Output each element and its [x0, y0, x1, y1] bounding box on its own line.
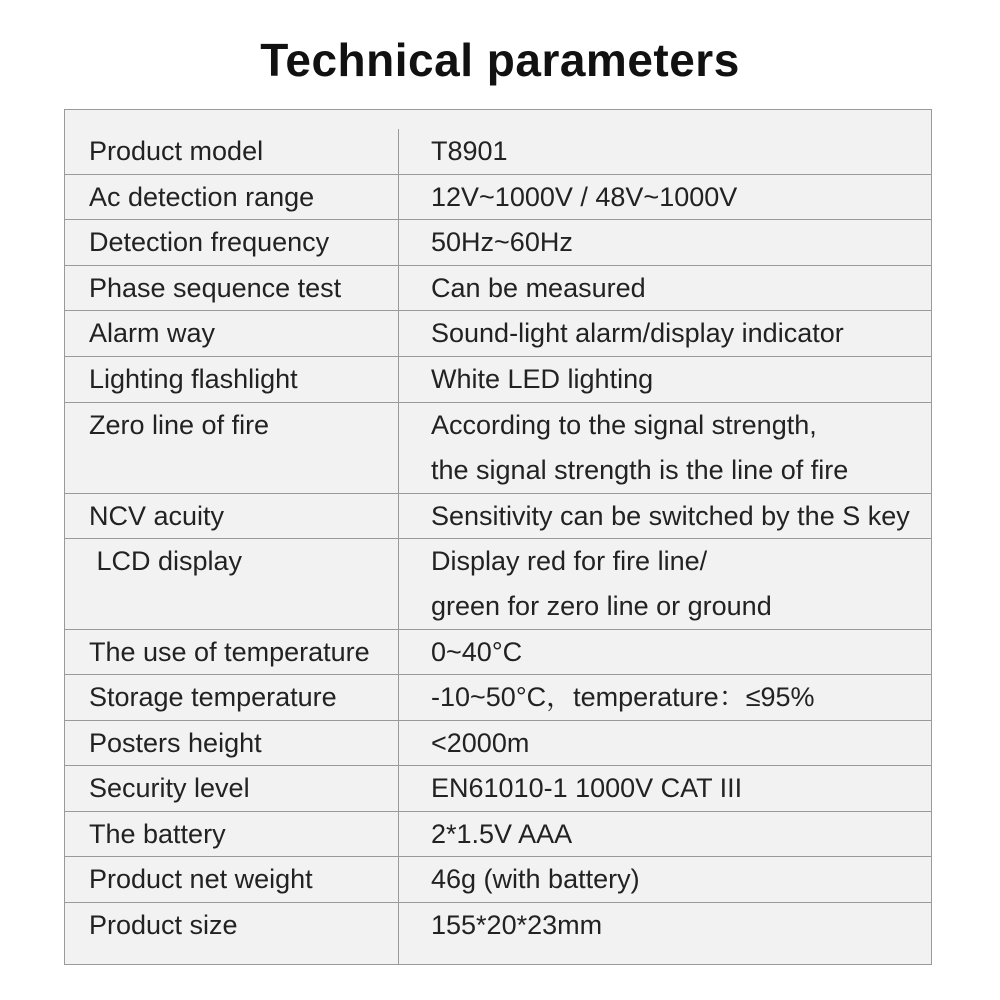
table-row: [65, 220, 931, 266]
row-label: Product model: [65, 129, 399, 174]
table-row: [65, 857, 931, 903]
row-value: [399, 766, 931, 811]
table-row: [65, 675, 931, 721]
row-label: Detection frequency: [65, 220, 399, 265]
row-value: [399, 857, 931, 902]
value-line: Sensitivity can be switched by the S key: [431, 501, 910, 531]
row-value: [399, 812, 931, 856]
row-label: Phase sequence test: [65, 266, 399, 310]
row-label: The battery: [65, 812, 399, 856]
table-row: [65, 175, 931, 220]
spec-table: [64, 109, 932, 965]
row-label: Product size: [65, 903, 399, 964]
row-value: [399, 220, 931, 265]
table-row: [65, 903, 931, 964]
table-row: [65, 630, 931, 675]
value-line: EN61010-1 1000V CAT III: [431, 773, 743, 803]
value-line: 0~40°C: [431, 637, 523, 667]
row-value: [399, 357, 931, 402]
row-value: [399, 311, 931, 356]
table-row: [65, 357, 931, 403]
table-row: [65, 129, 931, 175]
table-row: [65, 494, 931, 539]
value-line: green for zero line or ground: [431, 591, 772, 621]
table-row: [65, 311, 931, 357]
row-value: [399, 903, 931, 964]
table-row: [65, 266, 931, 311]
row-value: [399, 494, 931, 538]
value-line: 50Hz~60Hz: [431, 227, 573, 257]
value-line: According to the signal strength,: [431, 410, 817, 440]
row-label: Zero line of fire: [65, 403, 399, 493]
value-line: Display red for fire line/: [431, 546, 708, 576]
table-row: [65, 812, 931, 857]
value-line: T8901: [431, 136, 508, 166]
row-label: LCD display: [65, 539, 399, 629]
value-line: Sound-light alarm/display indicator: [431, 318, 844, 348]
row-label: Alarm way: [65, 311, 399, 356]
row-value: [399, 675, 931, 720]
row-label: The use of temperature: [65, 630, 399, 674]
table-row: [65, 721, 931, 766]
row-value: [399, 539, 931, 629]
row-value: [399, 175, 931, 219]
value-line: <2000m: [431, 728, 530, 758]
value-line: Can be measured: [431, 273, 646, 303]
row-label: Security level: [65, 766, 399, 811]
row-value: [399, 129, 931, 174]
table-row: [65, 403, 931, 494]
value-line: 155*20*23mm: [431, 910, 603, 940]
row-value: [399, 403, 931, 493]
row-label: Ac detection range: [65, 175, 399, 219]
row-label: Posters height: [65, 721, 399, 765]
row-label: Lighting flashlight: [65, 357, 399, 402]
row-label: Product net weight: [65, 857, 399, 902]
row-value: [399, 630, 931, 674]
value-line: 2*1.5V AAA: [431, 819, 573, 849]
value-line: the signal strength is the line of fire: [431, 455, 849, 485]
value-line: -10~50°C，temperature：≤95%: [431, 682, 815, 712]
value-line: White LED lighting: [431, 364, 654, 394]
row-value: [399, 266, 931, 310]
value-line: 46g (with battery): [431, 864, 640, 894]
value-line: 12V~1000V / 48V~1000V: [431, 182, 738, 212]
table-row: [65, 539, 931, 630]
row-value: [399, 721, 931, 765]
table-row: [65, 766, 931, 812]
row-label: Storage temperature: [65, 675, 399, 720]
row-label: NCV acuity: [65, 494, 399, 538]
page-title: Technical parameters: [260, 34, 740, 86]
